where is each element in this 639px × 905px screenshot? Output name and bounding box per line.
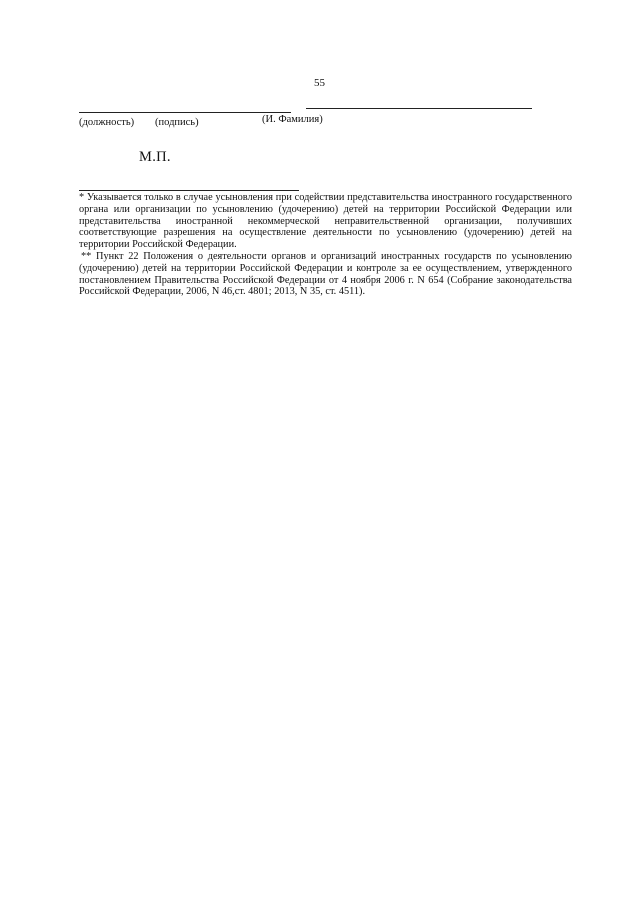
page-number: 55 [314,77,325,89]
signature-label: (подпись) [155,117,199,128]
footnotes [79,192,572,298]
stamp-label: М.П. [139,149,171,165]
signature-line-name [306,108,532,109]
footnote-1: * Указывается только в случае усыновления при содействии представительства иностранного государственного органа или организации по усыновлению (удочерению) детей на территории Российской Федерации или представительства иностранной некоммерческой неправительственной организации, получивших соответствующие разрешения на осуществление деятельности по усыновлению (удочерению) детей на территории Российской Федерации. [79,192,572,251]
footnote-divider [79,190,299,191]
footnote-2: ** Пункт 22 Положения о деятельности органов и организаций иностранных государств по усыновлению (удочерению) детей на территории Российской Федерации и контроле за ее осуществлением, утвержденного постановлением Правительства Российской Федерации от 4 ноября 2006 г. N 654 (Собрание законодательства Российской Федерации, 2006, N 46,ст. 4801; 2013, N 35, ст. 4511). [79,250,572,298]
position-label: (должность) [79,117,135,128]
name-label: (И. Фамилия) [262,114,323,125]
signature-line-position-signature [79,112,291,113]
